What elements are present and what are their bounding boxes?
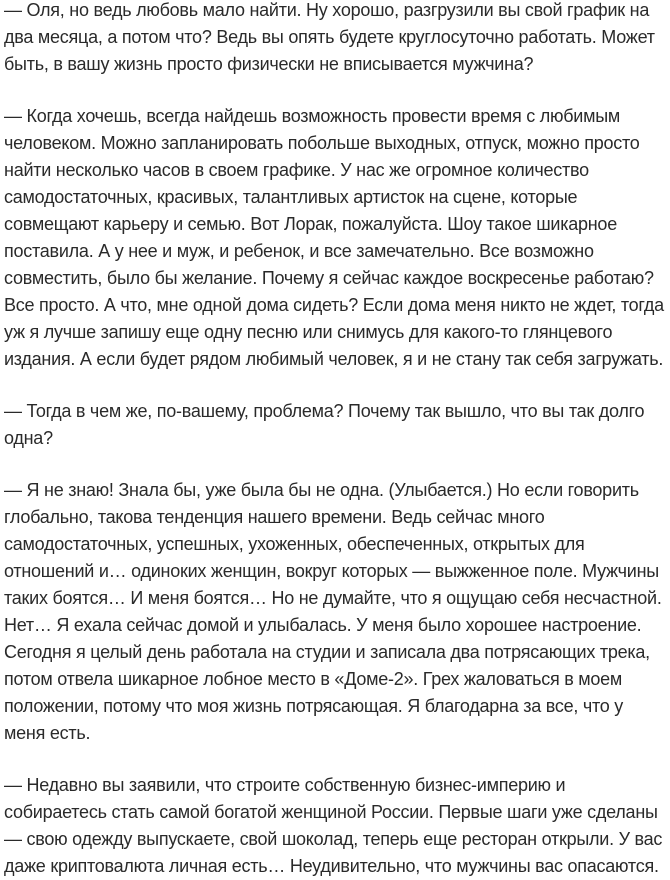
paragraph-answer-1: — Когда хочешь, всегда найдешь возможность провести время с любимым человеком. Можно запланировать побольше выходных, отпуск, можно просто найти несколько часов в своем графике. У нас же огромное количество самодостаточных, красивых, талантливых артисток на сцене, которые совмещают карьеру и семью. Вот Лорак, пожалуйста. Шоу такое шикарное поставила. А у нее и муж, и ребенок, и все замечательно. Все возможно совместить, было бы желание. Почему я сейчас каждое воскресенье работаю? Все просто. А что, мне одной дома сидеть? Если дома меня никто не ждет, тогда уж я лучше запишу еще одну песню или снимусь для какого-то глянцевого издания. А если будет рядом любимый человек, я и не стану так себя загружать. bbox=[4, 106, 664, 369]
paragraph-question-3: — Недавно вы заявили, что строите собственную бизнес-империю и собираетесь стать самой богатой женщиной России. Первые шаги уже сделаны — свою одежду выпускаете, свой шоколад, теперь еще ресторан открыли. У вас даже криптовалюта личная есть… Неудивительно, что мужчины вас опасаются. bbox=[4, 775, 663, 876]
paragraph-answer-2: — Я не знаю! Знала бы, уже была бы не одна. (Улыбается.) Но если говорить глобально, такова тенденция нашего времени. Ведь сейчас много самодостаточных, успешных, ухоженных, обеспеченных, открытых для отношений и… одиноких женщин, вокруг которых — выжженное поле. Мужчины таких боятся… И меня боятся… Но не думайте, что я ощущаю себя несчастной. Нет… Я ехала сейчас домой и улыбалась. У меня было хорошее настроение. Сегодня я целый день работала на студии и записала два потрясающих трека, потом отвела шикарное лобное место в «Доме-2». Грех жаловаться в моем положении, потому что моя жизнь потрясающая. Я благодарна за все, что у меня есть. bbox=[4, 480, 662, 743]
paragraph-question-2: — Тогда в чем же, по-вашему, проблема? Почему так вышло, что вы так долго одна? bbox=[4, 401, 645, 448]
paragraph-question-1: — Оля, но ведь любовь мало найти. Ну хорошо, разгрузили вы свой график на два месяца, а потом что? Ведь вы опять будете круглосуточно работать. Может быть, в вашу жизнь просто физически не вписывается мужчина? bbox=[4, 0, 655, 74]
